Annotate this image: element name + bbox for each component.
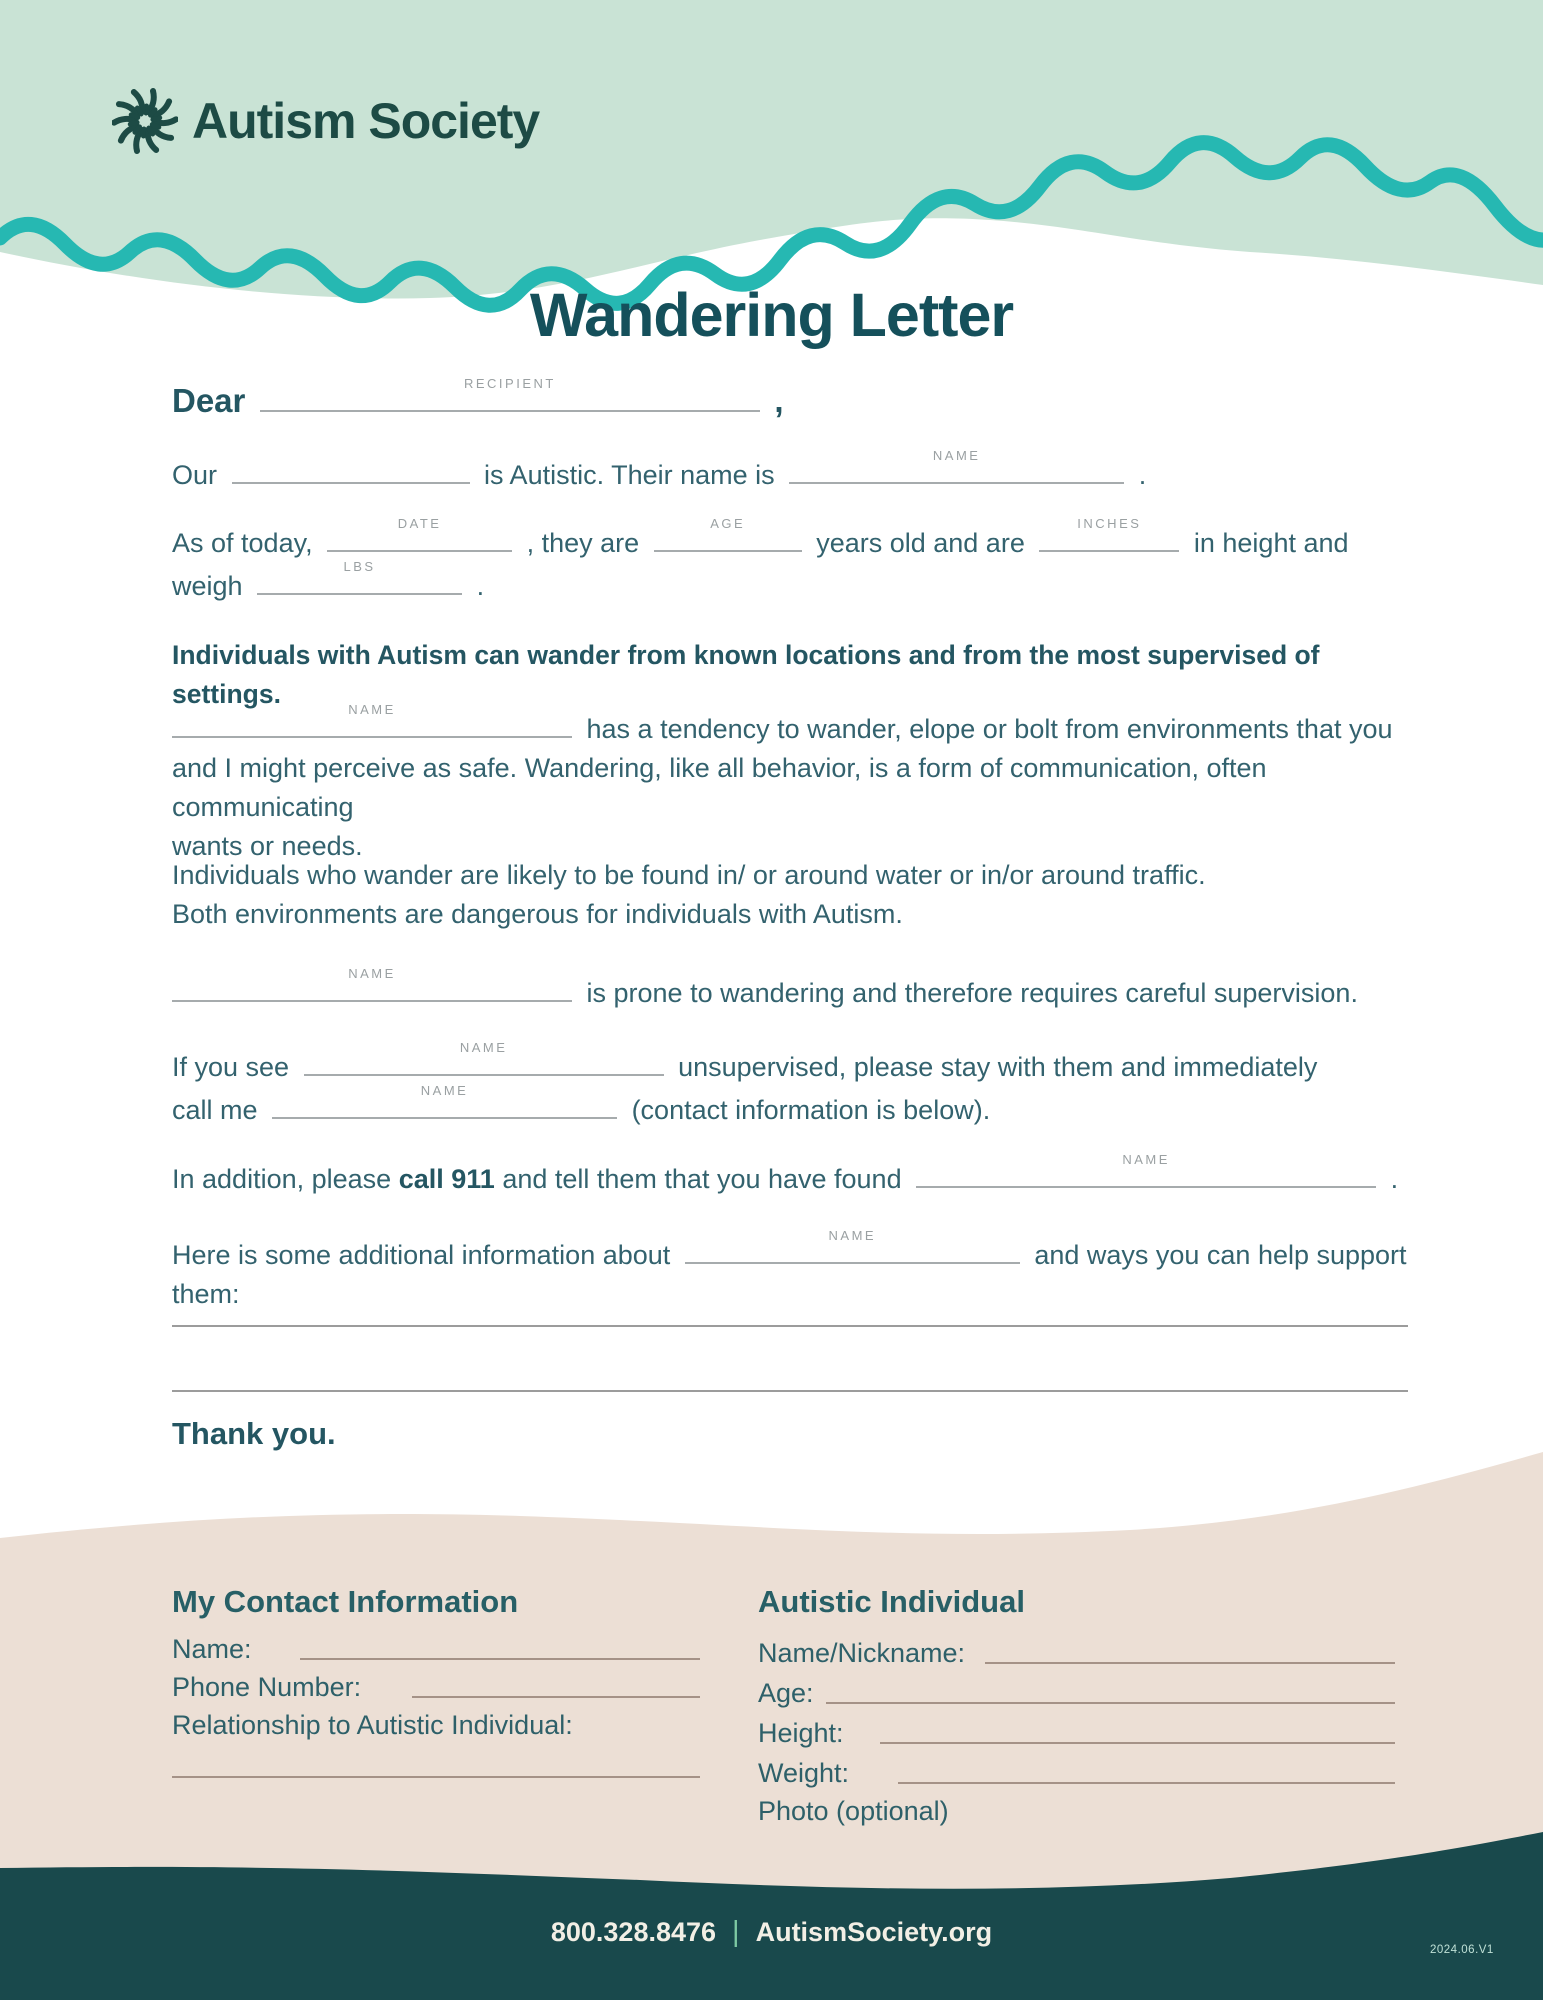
- page-title: Wandering Letter: [529, 281, 1014, 349]
- individual-age-label: Age:: [758, 1678, 814, 1708]
- name-blank-field: NAME: [272, 1087, 617, 1119]
- theyare-text: , they are: [526, 528, 640, 558]
- heightand-text: in height and: [1193, 528, 1349, 558]
- call-911-emphasis: call 911: [398, 1164, 495, 1194]
- additional-info-row: Here is some additional information about NAME and ways you can help support them:: [172, 1228, 1407, 1309]
- individual-weight-line: [898, 1782, 1395, 1784]
- yearsold-text: years old and are: [816, 528, 1025, 558]
- footer-contact-bar: [0, 1916, 1543, 1949]
- name-blank-field: NAME: [916, 1156, 1376, 1188]
- salutation-comma: ,: [774, 382, 784, 419]
- date-blank-field: DATE: [327, 520, 512, 552]
- period: .: [1138, 460, 1147, 490]
- individual-name-line: [985, 1662, 1395, 1664]
- age-blank-field: AGE: [654, 520, 802, 552]
- footer-divider: |: [732, 1916, 740, 1948]
- recipient-blank-field: [260, 376, 760, 412]
- individual-name-label: Name/Nickname:: [758, 1638, 966, 1668]
- relationship-blank-field: [232, 452, 470, 484]
- dear-label: Dear: [172, 382, 246, 419]
- autism-society-pinwheel-icon: [112, 88, 178, 154]
- writing-line: [172, 1325, 1408, 1327]
- lbs-blank-field: LBS: [257, 563, 462, 595]
- individual-photo-label: Photo (optional): [758, 1796, 949, 1826]
- footer-phone: 800.328.8476: [550, 1917, 717, 1947]
- asof-text: As of today,: [172, 528, 313, 558]
- name-blank-field: NAME: [304, 1044, 664, 1076]
- individual-section-heading: Autistic Individual: [758, 1584, 1025, 1619]
- contact-phone-label: Phone Number:: [172, 1672, 362, 1702]
- name-blank-field: NAME: [685, 1232, 1020, 1264]
- weigh-text: weigh: [172, 571, 243, 601]
- writing-line: [172, 1390, 1408, 1392]
- individual-height-line: [880, 1742, 1395, 1744]
- water-paragraph: Individuals who wander are likely to be found in/ or around water or in/or around traffic. Both environments are dangerous for individuals with Autism.: [172, 860, 1206, 929]
- document-version: 2024.06.V1: [1430, 1944, 1494, 1956]
- contact-name-label: Name:: [172, 1634, 252, 1664]
- individual-height-label: Height:: [758, 1718, 844, 1748]
- logo-wordmark: Autism Society: [192, 93, 540, 149]
- if-you-see-paragraph: If you see NAME unsupervised, please stay with them and immediately call me NAME (contact information is below).: [172, 1040, 1318, 1125]
- callout-sentence: Individuals with Autism can wander from known locations and from the most supervised of settings.: [172, 640, 1320, 709]
- is-autistic-text: is Autistic. Their name is: [484, 460, 775, 490]
- salutation-row: [172, 376, 1422, 423]
- tendency-paragraph: NAME has a tendency to wander, elope or bolt from environments that you and I might perceive as safe. Wandering, like all behavior, is a form of communication, often communicating wants or needs.: [172, 702, 1393, 861]
- contact-relationship-label: Relationship to Autistic Individual:: [172, 1710, 573, 1740]
- individual-age-line: [826, 1702, 1395, 1704]
- contact-section-heading: My Contact Information: [172, 1584, 519, 1619]
- name-blank-field: NAME: [789, 452, 1124, 484]
- name-blank-field: NAME: [172, 706, 572, 738]
- logo: [112, 88, 539, 154]
- footer-website-link[interactable]: AutismSociety.org: [755, 1917, 993, 1947]
- individual-weight-label: Weight:: [758, 1758, 850, 1788]
- contact-phone-line: [412, 1696, 700, 1698]
- intro-row: [172, 448, 1422, 495]
- contact-relationship-line: [172, 1776, 700, 1778]
- contact-name-line: [300, 1658, 700, 1660]
- inches-blank-field: INCHES: [1039, 520, 1179, 552]
- name-blank-field: NAME: [172, 970, 572, 1002]
- prone-row: NAME is prone to wandering and therefore requires careful supervision.: [172, 970, 1422, 1013]
- call-911-row: In addition, please call 911 and tell them that you have found NAME .: [172, 1152, 1399, 1194]
- recipient-blank-tag: RECIPIENT: [463, 376, 556, 391]
- our-label: Our: [172, 460, 218, 490]
- thank-you-text: Thank you.: [172, 1416, 336, 1451]
- stats-row: As of today, DATE , they are AGE years old and are INCHES in height and weigh LBS .: [172, 516, 1349, 601]
